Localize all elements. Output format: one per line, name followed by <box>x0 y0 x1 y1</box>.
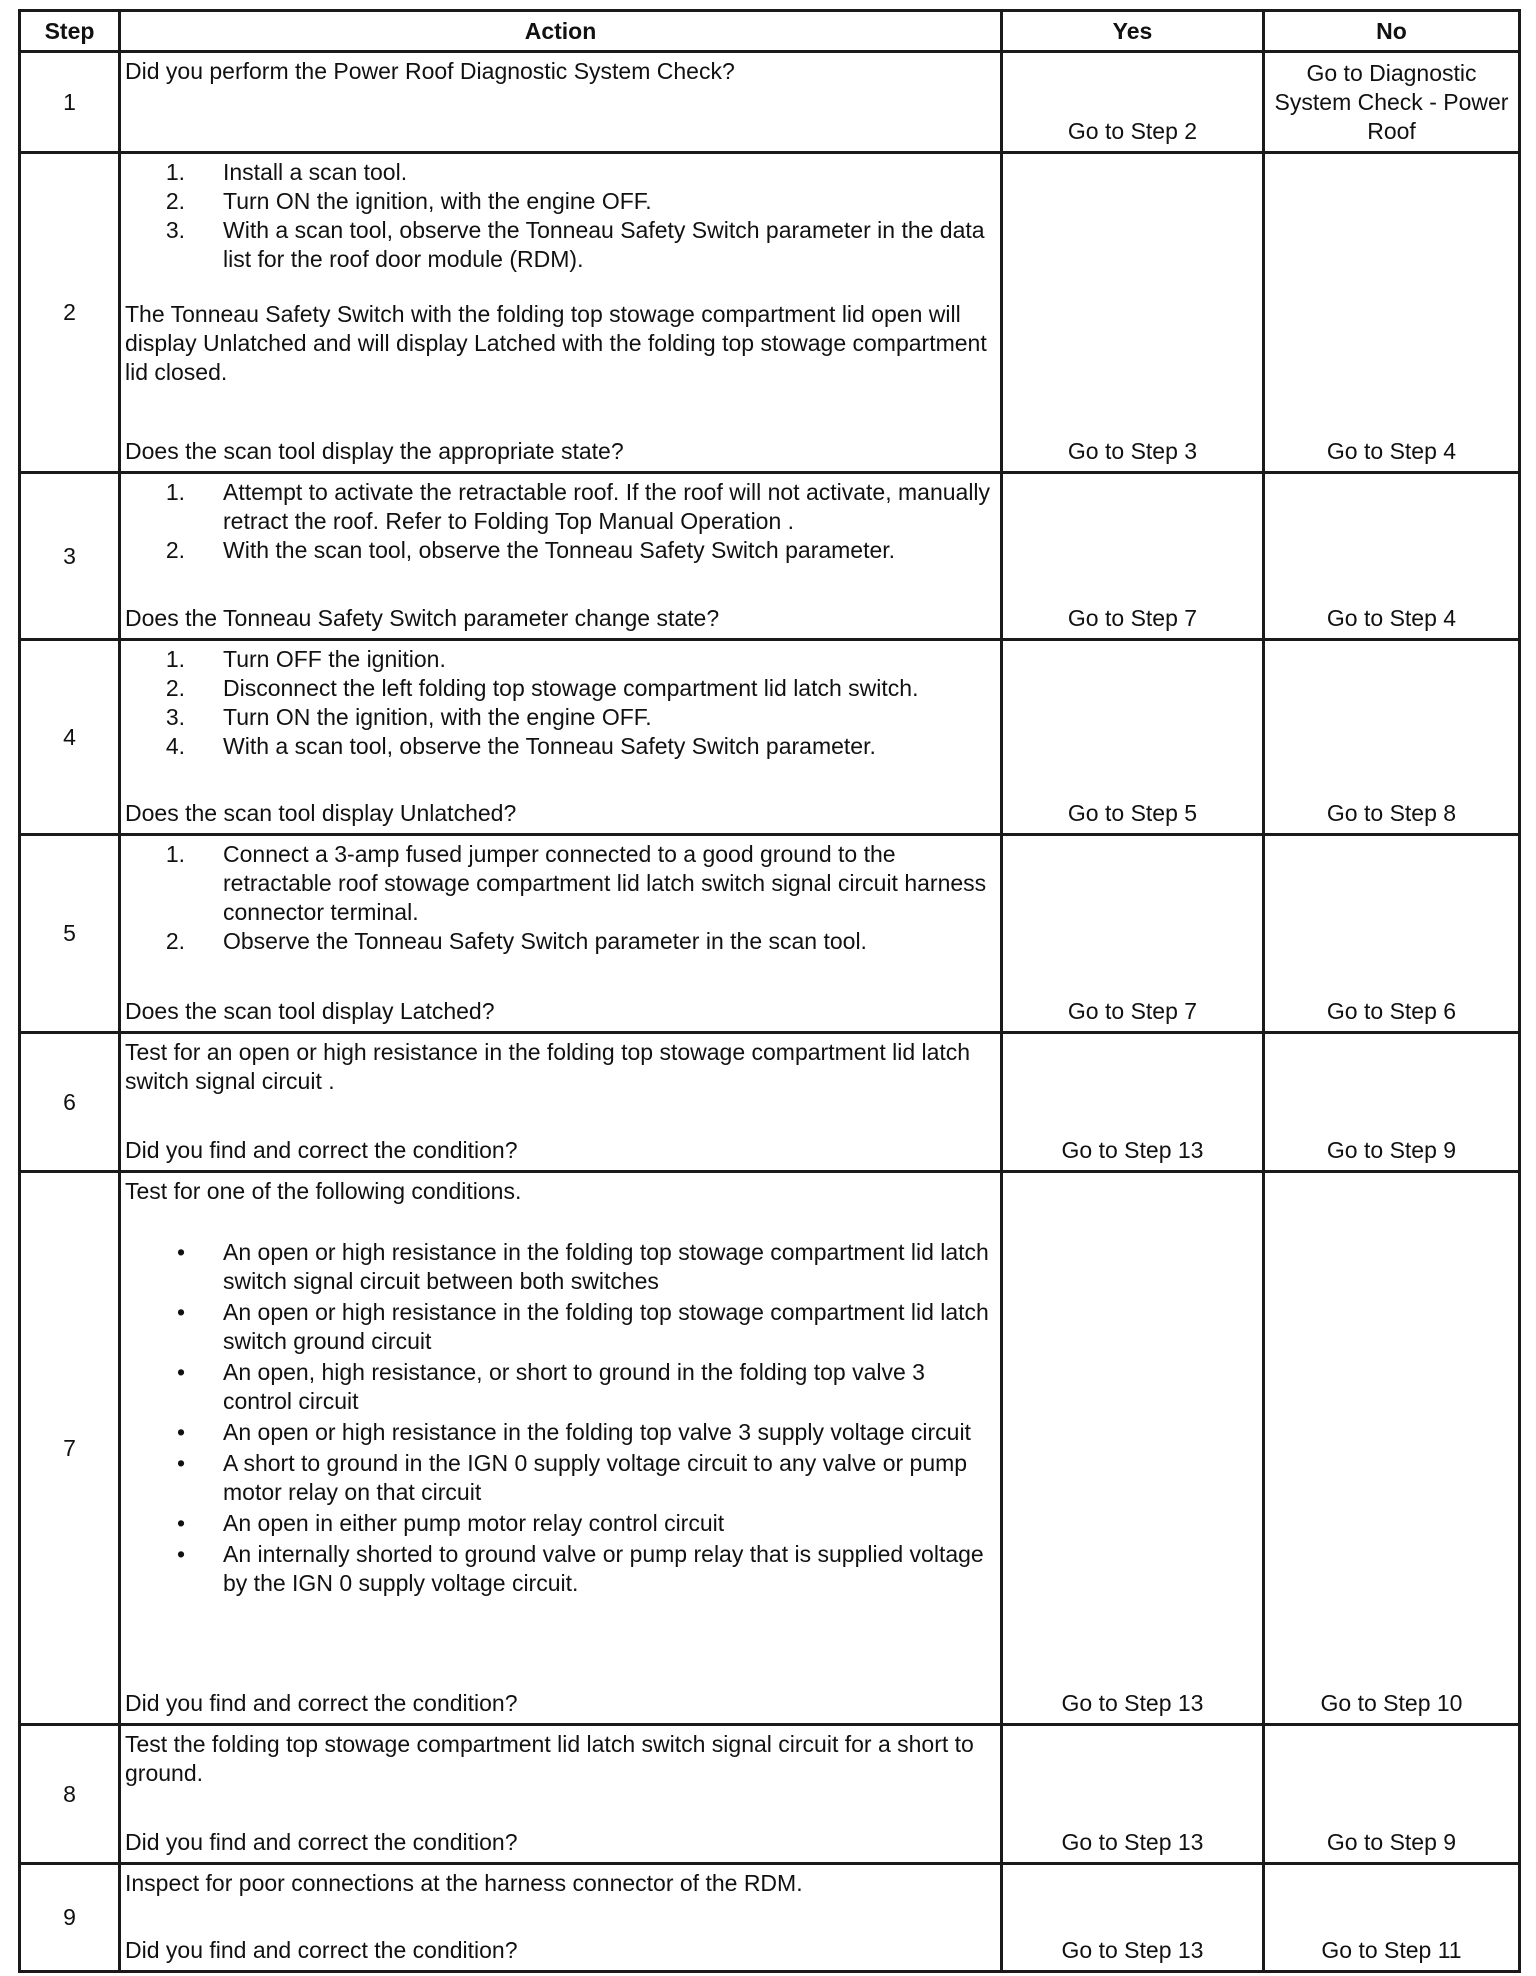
no-cell: Go to Step 6 <box>1264 835 1520 1033</box>
list-item: 1. Turn OFF the ignition. <box>165 646 446 672</box>
step-number: 8 <box>20 1725 120 1864</box>
instruction-list <box>125 158 992 274</box>
no-cell: Go to Diagnostic System Check - Power Roof <box>1264 52 1520 153</box>
no-cell: Go to Step 8 <box>1264 640 1520 835</box>
yes-cell: Go to Step 13 <box>1002 1033 1264 1172</box>
list-item: 4. With a scan tool, observe the Tonneau Safety Switch parameter. <box>165 733 876 759</box>
yes-cell: Go to Step 5 <box>1002 640 1264 835</box>
step-number: 2 <box>20 153 120 473</box>
action-text: Test for an open or high resistance in the folding top stowage compartment lid latch switch signal circuit . <box>125 1039 971 1094</box>
list-item: 1. Attempt to activate the retractable roof. If the roof will not activate, manually retract the roof. Refer to Folding Top Manual Operation . <box>165 479 991 534</box>
action-cell <box>120 153 1002 473</box>
table-row <box>20 473 1520 640</box>
action-question: Did you find and correct the condition? <box>125 1829 518 1855</box>
action-cell <box>120 835 1002 1033</box>
list-item: 2. Observe the Tonneau Safety Switch parameter in the scan tool. <box>165 928 867 954</box>
list-item: 2. Turn ON the ignition, with the engine OFF. <box>165 188 652 214</box>
action-note: The Tonneau Safety Switch with the folding top stowage compartment lid open will display Unlatched and will display Latched with the folding top stowage compartment lid closed. <box>125 301 987 385</box>
list-item: 2. With the scan tool, observe the Tonneau Safety Switch parameter. <box>165 537 896 563</box>
yes-cell: Go to Step 7 <box>1002 835 1264 1033</box>
table-row <box>20 1725 1520 1864</box>
instruction-list <box>125 478 992 565</box>
header-step: Step <box>20 11 120 52</box>
action-text: Test for one of the following conditions. <box>125 1178 522 1204</box>
action-question: Did you find and correct the condition? <box>125 1137 518 1163</box>
action-question: Did you find and correct the condition? <box>125 1937 518 1963</box>
no-cell: Go to Step 4 <box>1264 153 1520 473</box>
no-cell: Go to Step 11 <box>1264 1864 1520 1972</box>
action-question: Does the scan tool display Unlatched? <box>125 800 517 826</box>
action-text: Did you perform the Power Roof Diagnostic System Check? <box>125 58 735 84</box>
condition-list <box>125 1238 992 1598</box>
step-number: 7 <box>20 1172 120 1725</box>
action-text: Inspect for poor connections at the harness connector of the RDM. <box>125 1870 803 1896</box>
step-number: 1 <box>20 52 120 153</box>
diagnostic-table <box>18 9 1521 1973</box>
header-yes: Yes <box>1002 11 1264 52</box>
table-row <box>20 640 1520 835</box>
list-item: 1. Install a scan tool. <box>165 159 408 185</box>
list-item: • An open or high resistance in the folding top valve 3 supply voltage circuit <box>176 1419 971 1445</box>
step-number: 6 <box>20 1033 120 1172</box>
action-question: Does the scan tool display the appropriate state? <box>125 438 624 464</box>
action-cell <box>120 640 1002 835</box>
header-no: No <box>1264 11 1520 52</box>
no-cell: Go to Step 10 <box>1264 1172 1520 1725</box>
action-cell <box>120 1033 1002 1172</box>
header-row <box>20 11 1520 52</box>
header-action: Action <box>120 11 1002 52</box>
yes-cell: Go to Step 3 <box>1002 153 1264 473</box>
step-number: 3 <box>20 473 120 640</box>
action-cell <box>120 1725 1002 1864</box>
no-cell: Go to Step 4 <box>1264 473 1520 640</box>
action-cell <box>120 1864 1002 1972</box>
table-row <box>20 1172 1520 1725</box>
list-item: • An open, high resistance, or short to ground in the folding top valve 3 control circuit <box>176 1359 925 1414</box>
action-cell <box>120 473 1002 640</box>
step-number: 4 <box>20 640 120 835</box>
yes-cell: Go to Step 2 <box>1002 52 1264 153</box>
action-question: Does the scan tool display Latched? <box>125 998 495 1024</box>
step-number: 9 <box>20 1864 120 1972</box>
yes-cell: Go to Step 13 <box>1002 1864 1264 1972</box>
list-item: • An internally shorted to ground valve or pump relay that is supplied voltage by the IGN 0 supply voltage circuit. <box>176 1541 984 1596</box>
instruction-list <box>125 645 992 761</box>
step-number: 5 <box>20 835 120 1033</box>
list-item: 2. Disconnect the left folding top stowage compartment lid latch switch. <box>165 675 919 701</box>
action-question: Does the Tonneau Safety Switch parameter change state? <box>125 605 720 631</box>
table-row <box>20 835 1520 1033</box>
yes-cell: Go to Step 13 <box>1002 1725 1264 1864</box>
list-item: • An open or high resistance in the folding top stowage compartment lid latch switch ground circuit <box>176 1299 989 1354</box>
action-cell <box>120 52 1002 153</box>
list-item: • A short to ground in the IGN 0 supply voltage circuit to any valve or pump motor relay on that circuit <box>176 1450 968 1505</box>
table-row <box>20 52 1520 153</box>
action-question: Did you find and correct the condition? <box>125 1690 518 1716</box>
yes-cell: Go to Step 13 <box>1002 1172 1264 1725</box>
yes-cell: Go to Step 7 <box>1002 473 1264 640</box>
list-item: 3. Turn ON the ignition, with the engine OFF. <box>165 704 652 730</box>
table-row <box>20 153 1520 473</box>
action-text: Test the folding top stowage compartment lid latch switch signal circuit for a short to ground. <box>125 1731 974 1786</box>
list-item: • An open or high resistance in the folding top stowage compartment lid latch switch signal circuit between both switches <box>176 1239 989 1294</box>
action-cell <box>120 1172 1002 1725</box>
table-row <box>20 1864 1520 1972</box>
instruction-list <box>125 840 992 956</box>
list-item: 3. With a scan tool, observe the Tonneau Safety Switch parameter in the data list for the roof door module (RDM). <box>165 217 985 272</box>
no-cell: Go to Step 9 <box>1264 1033 1520 1172</box>
list-item: 1. Connect a 3-amp fused jumper connected to a good ground to the retractable roof stowage compartment lid latch switch signal circuit harness connector terminal. <box>165 841 987 925</box>
table-row <box>20 1033 1520 1172</box>
list-item: • An open in either pump motor relay control circuit <box>176 1510 725 1536</box>
no-cell: Go to Step 9 <box>1264 1725 1520 1864</box>
